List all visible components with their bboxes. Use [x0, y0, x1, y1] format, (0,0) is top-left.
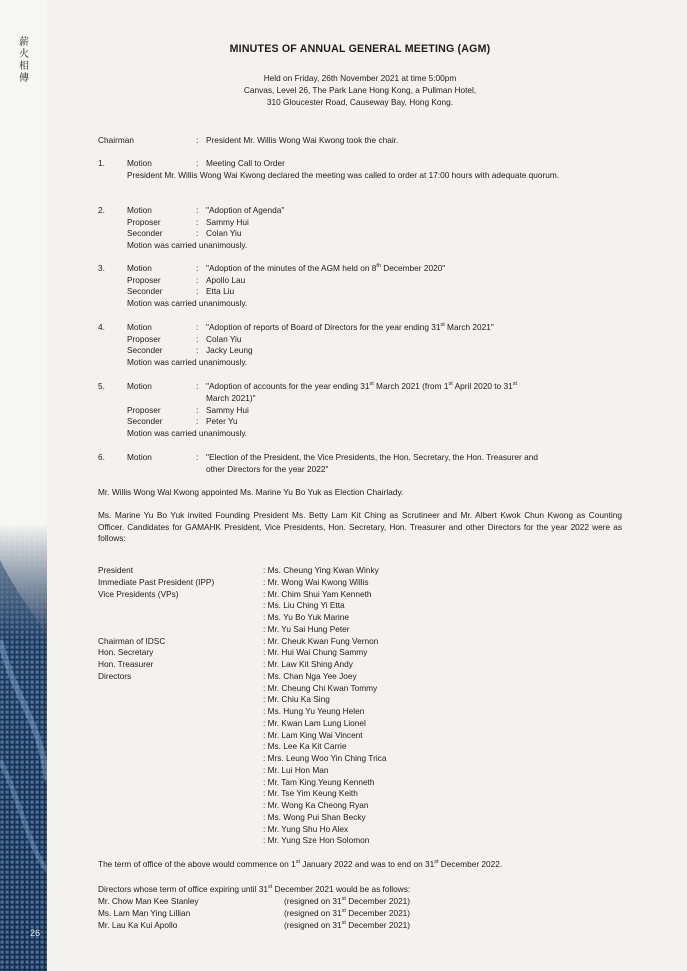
item-number: 1. [98, 158, 105, 168]
venue-line: Canvas, Level 26, The Park Lane Hong Kong, a Pullman Hotel, [243, 85, 477, 95]
seconder-name: Jacky Leung [206, 345, 253, 356]
candidate-name: : Mr. Tam King Yeung Kenneth [263, 776, 375, 787]
motion-body: President Mr. Willis Wong Wai Kwong declared the meeting was called to order at 17:00 hours with adequate quorum. [127, 169, 560, 180]
chairman-text: President Mr. Willis Wong Wai Kwong took the chair. [206, 135, 399, 145]
item-number: 4. [98, 322, 105, 332]
motion-text: Meeting Call to Order [206, 158, 285, 168]
candidate-name: : Mr. Law Kit Shing Andy [263, 659, 353, 669]
item-number: 3. [98, 263, 105, 273]
chairman-label: Chairman [98, 135, 134, 145]
candidate-row [98, 624, 622, 636]
seconder-label: Seconder [127, 416, 163, 427]
candidate-row [98, 777, 622, 789]
candidate-row [98, 800, 622, 812]
page-number: 26 [30, 928, 41, 938]
candidate-name: : Ms. Hung Yu Yeung Helen [263, 706, 365, 716]
candidate-row [98, 788, 622, 800]
candidate-role: Hon. Secretary [98, 647, 154, 658]
motion-label: Motion [127, 263, 152, 273]
motion-label: Motion [127, 158, 152, 168]
colon: : [196, 135, 199, 145]
colon: : [196, 158, 199, 168]
motion-label: Motion [127, 452, 152, 462]
candidate-row [98, 636, 622, 648]
page-title: MINUTES OF ANNUAL GENERAL MEETING (AGM) [229, 43, 491, 55]
candidate-row [98, 659, 622, 671]
wave-pattern [0, 0, 47, 971]
held-line: Held on Friday, 26th November 2021 at time 5:00pm [263, 73, 457, 83]
candidate-row [98, 753, 622, 765]
proposer-name: Colan Yiu [206, 333, 242, 344]
candidate-row [98, 671, 622, 683]
candidate-row [98, 730, 622, 742]
candidate-row [98, 812, 622, 824]
candidate-name: : Mr. Wong Ka Cheong Ryan [263, 800, 369, 810]
expiring-row [98, 896, 622, 908]
proposer-name: Sammy Hui [206, 404, 249, 415]
candidate-name: : Ms. Yu Bo Yuk Marine [263, 612, 349, 622]
motion-result: Motion was carried unanimously. [127, 356, 248, 367]
side-decoration [0, 0, 47, 971]
motion-text: "Adoption of accounts for the year ending 31st March 2021 (from 1st April 2020 to 31st [206, 381, 517, 391]
candidate-row [98, 835, 622, 847]
candidate-row [98, 612, 622, 624]
motion-text-cont: March 2021)" [206, 392, 256, 403]
motion-result: Motion was carried unanimously. [127, 427, 248, 438]
candidate-role: Hon. Treasurer [98, 659, 154, 669]
candidate-row [98, 718, 622, 730]
candidate-name: : Mr. Cheuk Kwan Fung Vernon [263, 635, 379, 646]
colon: : [196, 416, 199, 427]
side-char: 薪 [19, 37, 29, 48]
candidate-name: : Ms. Chan Nga Yee Joey [263, 670, 357, 681]
candidate-row [98, 741, 622, 753]
motion-text: "Election of the President, the Vice Presidents, the Hon. Secretary, the Hon. Treasurer and [206, 452, 538, 462]
motion-label: Motion [127, 381, 152, 391]
candidate-name: : Ms. Wong Pui Shan Becky [263, 811, 366, 822]
motion-label: Motion [127, 322, 152, 332]
candidate-row [98, 694, 622, 706]
candidate-row [98, 577, 622, 589]
candidate-role: Chairman of IDSC [98, 635, 166, 646]
colon: : [196, 274, 199, 285]
seconder-name: Etta Liu [206, 286, 235, 297]
colon: : [196, 345, 199, 356]
colon: : [196, 228, 199, 239]
candidate-name: : Mr. Wong Wai Kwong Willis [263, 576, 369, 587]
term-paragraph: The term of office of the above would commence on 1st January 2022 and was to end on 31st December 2022. [98, 859, 503, 869]
side-char: 相 [19, 61, 29, 72]
proposer-name: Sammy Hui [206, 216, 249, 227]
expiring-heading: Directors whose term of office expiring until 31st December 2021 would be as follows: [98, 884, 411, 894]
candidate-name: : Mrs. Leung Woo Yin Ching Trica [263, 753, 387, 763]
candidate-name: : Mr. Yung Shu Ho Alex [263, 823, 349, 834]
expiring-row [98, 908, 622, 920]
motion-text: "Adoption of Agenda" [206, 205, 285, 215]
candidate-row [98, 765, 622, 777]
candidate-name: : Mr. Tse Yim Keung Keith [263, 788, 358, 799]
proposer-name: Apollo Lau [206, 274, 246, 285]
motion-text: "Adoption of the minutes of the AGM held on 8th December 2020" [206, 263, 446, 273]
candidate-role: Immediate Past President (IPP) [98, 576, 215, 587]
candidate-row [98, 647, 622, 659]
candidate-list [98, 565, 622, 847]
candidate-name: : Ms. Cheung Ying Kwan Winky [263, 565, 379, 575]
seconder-name: Colan Yiu [206, 228, 242, 239]
colon: : [196, 322, 199, 332]
side-char: 火 [19, 49, 29, 60]
candidate-role: President [98, 565, 134, 575]
colon: : [196, 263, 199, 273]
colon: : [196, 452, 199, 462]
motion-text-cont: other Directors for the year 2022" [206, 463, 329, 474]
motion-label: Motion [127, 205, 152, 215]
candidate-name: : Mr. Kwan Lam Lung Lionel [263, 717, 366, 728]
director-name: Ms. Lam Man Ying Lillian [98, 907, 191, 918]
colon: : [196, 381, 199, 391]
candidate-row [98, 589, 622, 601]
resignation-note: (resigned on 31st December 2021) [284, 907, 411, 918]
colon: : [196, 404, 199, 415]
seconder-name: Peter Yu [206, 416, 238, 427]
seconder-label: Seconder [127, 345, 163, 356]
motion-text: "Adoption of reports of Board of Directors for the year ending 31st March 2021" [206, 322, 494, 332]
candidate-row [98, 706, 622, 718]
resignation-note: (resigned on 31st December 2021) [284, 896, 411, 906]
seconder-label: Seconder [127, 286, 163, 297]
meeting-details [98, 72, 622, 108]
candidate-row [98, 683, 622, 695]
side-char: 傳 [19, 73, 29, 84]
candidate-name: : Mr. Lui Hon Man [263, 764, 329, 775]
candidate-name: : Mr. Yung Sze Hon Solomon [263, 835, 370, 846]
colon: : [196, 205, 199, 215]
item-number: 2. [98, 205, 105, 215]
invited-paragraph: Ms. Marine Yu Bo Yuk invited Founding President Ms. Betty Lam Kit Ching as Scrutineer and Mr. Albert Kwok Chun Kwong as Counting Officer. Candidates for GAMAHK President, Vice Presidents, Hon. Secretary, Hon. Treasurer and other Directors for the year 2022 were as follows: [98, 510, 622, 544]
candidate-name: : Mr. Cheung Chi Kwan Tommy [263, 682, 378, 693]
colon: : [196, 216, 199, 227]
item-number: 6. [98, 452, 105, 462]
proposer-label: Proposer [127, 404, 161, 415]
item-number: 5. [98, 381, 105, 391]
seconder-label: Seconder [127, 228, 163, 239]
candidate-role: Vice Presidents (VPs) [98, 588, 179, 599]
motion-result: Motion was carried unanimously. [127, 297, 248, 308]
motion-result: Motion was carried unanimously. [127, 239, 248, 250]
candidate-name: : Ms. Liu Ching Yi Etta [263, 600, 345, 611]
candidate-name: : Ms. Lee Ka Kit Carrie [263, 741, 347, 752]
candidate-row [98, 600, 622, 612]
director-name: Mr. Chow Man Kee Stanley [98, 896, 199, 906]
address-line: 310 Gloucester Road, Causeway Bay, Hong Kong. [266, 97, 454, 107]
appointed-paragraph: Mr. Willis Wong Wai Kwong appointed Ms. Marine Yu Bo Yuk as Election Chairlady. [98, 487, 404, 497]
colon: : [196, 286, 199, 297]
candidate-name: : Mr. Chim Shui Yam Kenneth [263, 588, 372, 599]
resignation-note: (resigned on 31st December 2021) [284, 919, 411, 930]
expiring-list [98, 896, 622, 931]
colon: : [196, 333, 199, 344]
candidate-row [98, 565, 622, 577]
director-name: Mr. Lau Ka Kui Apollo [98, 919, 178, 930]
candidate-role: Directors [98, 670, 132, 681]
proposer-label: Proposer [127, 333, 161, 344]
candidate-name: : Mr. Lam King Wai Vincent [263, 729, 363, 740]
expiring-row [98, 920, 622, 932]
proposer-label: Proposer [127, 274, 161, 285]
proposer-label: Proposer [127, 216, 161, 227]
candidate-row [98, 824, 622, 836]
candidate-name: : Mr. Yu Sai Hung Peter [263, 623, 350, 634]
side-title [15, 37, 33, 85]
candidate-name: : Mr. Chiu Ka Sing [263, 694, 330, 705]
candidate-name: : Mr. Hui Wai Chung Sammy [263, 647, 368, 658]
